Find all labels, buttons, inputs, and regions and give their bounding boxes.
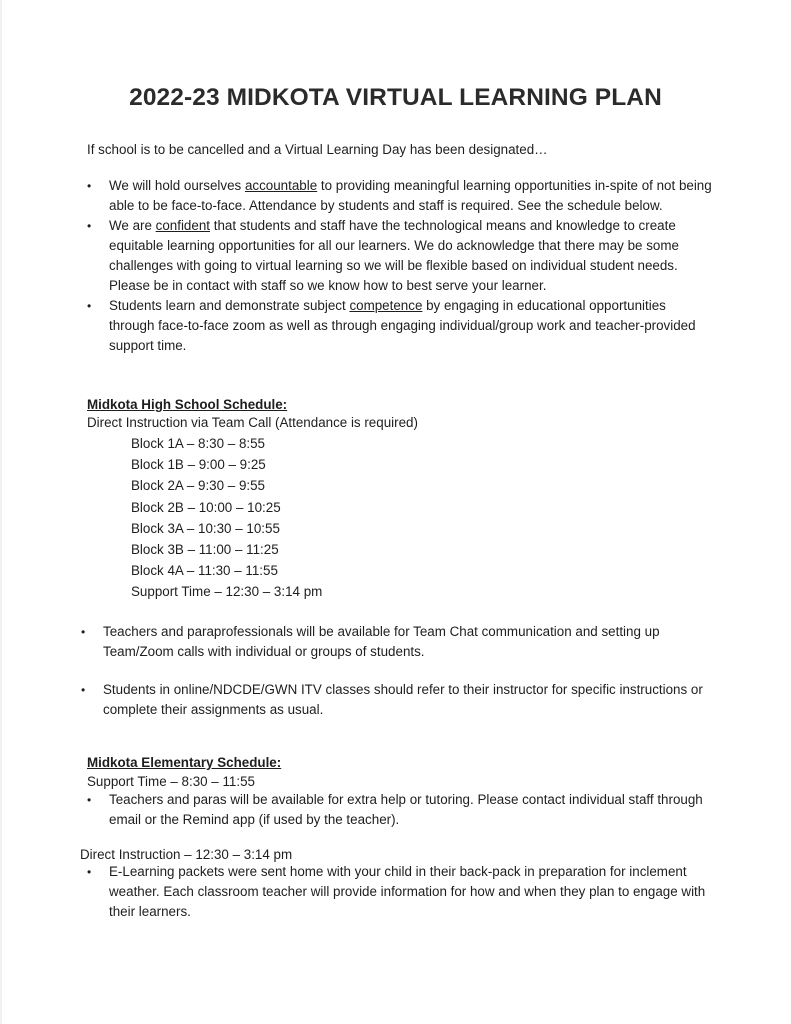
elementary-heading: Midkota Elementary Schedule:	[87, 755, 282, 770]
intro-text: If school is to be cancelled and a Virtual Learning Day has been designated…	[87, 142, 548, 157]
commitment-text-end: that students and staff have the technological means and knowledge to create equitable learning opportunities for all our learners. We do acknowledge that there may be some challenges with going to virtual learning so we will be flexible based on individual student needs. Please be in contact with staff so we know how to best serve your learner.	[109, 218, 679, 293]
block-item: Block 1A – 8:30 – 8:55	[131, 436, 266, 451]
block-item: Block 3A – 10:30 – 10:55	[131, 520, 280, 536]
keyword-competence: competence	[349, 298, 423, 313]
commitment-text-start: We are	[109, 218, 156, 233]
keyword-confident: confident	[155, 218, 210, 233]
note-item: • E-Learning packets were sent home with your child in their back-pack in preparation for inclement weather. Each classroom teacher will provide information for how and when they plan to engage with their learners.	[87, 862, 707, 922]
commitment-list	[87, 176, 712, 356]
elementary-support-time: Support Time – 8:30 – 11:55	[87, 774, 255, 789]
commitment-text-start: We will hold ourselves	[109, 178, 245, 193]
block-schedule-list	[131, 433, 322, 603]
note-item: • Teachers and paras will be available for extra help or tutoring. Please contact individual staff through email or the Remind app (if used by the teacher).	[87, 790, 707, 830]
high-school-direct-instruction: Direct Instruction via Team Call (Attendance is required)	[87, 415, 418, 430]
commitment-item-accountable	[87, 176, 712, 216]
note-item: • Students in online/NDCDE/GWN ITV classes should refer to their instructor for specific instructions or complete their assignments as usual.	[81, 680, 721, 720]
block-item: Block 4A – 11:30 – 11:55	[131, 563, 278, 579]
high-school-heading: Midkota High School Schedule:	[87, 397, 288, 412]
elementary-direct-notes	[87, 862, 707, 922]
block-item: Support Time – 12:30 – 3:14 pm	[131, 584, 323, 600]
high-school-notes	[81, 622, 721, 720]
note-item: • Teachers and paraprofessionals will be available for Team Chat communication and setting up Team/Zoom calls with individual or groups of students.	[81, 622, 721, 662]
block-item: Block 1B – 9:00 – 9:25	[131, 457, 266, 473]
commitment-text-end: to providing meaningful learning opportunities in-spite of not being able to be face-to-face. Attendance by students and staff is required. See the schedule below.	[109, 178, 712, 213]
commitment-text-end: by engaging in educational opportunities through face-to-face zoom as well as through engaging individual/group work and teacher-provided support time.	[109, 298, 696, 353]
commitment-item-confident	[87, 216, 712, 296]
scan-edge	[0, 0, 2, 1024]
commitment-text-start: Students learn and demonstrate subject	[109, 298, 350, 313]
elementary-support-notes	[87, 790, 707, 830]
block-item: Block 2B – 10:00 – 10:25	[131, 499, 281, 515]
block-item: Block 2A – 9:30 – 9:55	[131, 478, 266, 494]
elementary-direct-instruction: Direct Instruction – 12:30 – 3:14 pm	[80, 847, 293, 862]
page-title: 2022-23 MIDKOTA VIRTUAL LEARNING PLAN	[129, 84, 662, 111]
keyword-accountable: accountable	[244, 178, 318, 193]
block-item: Block 3B – 11:00 – 11:25	[131, 541, 279, 557]
commitment-item-competence	[87, 296, 712, 356]
